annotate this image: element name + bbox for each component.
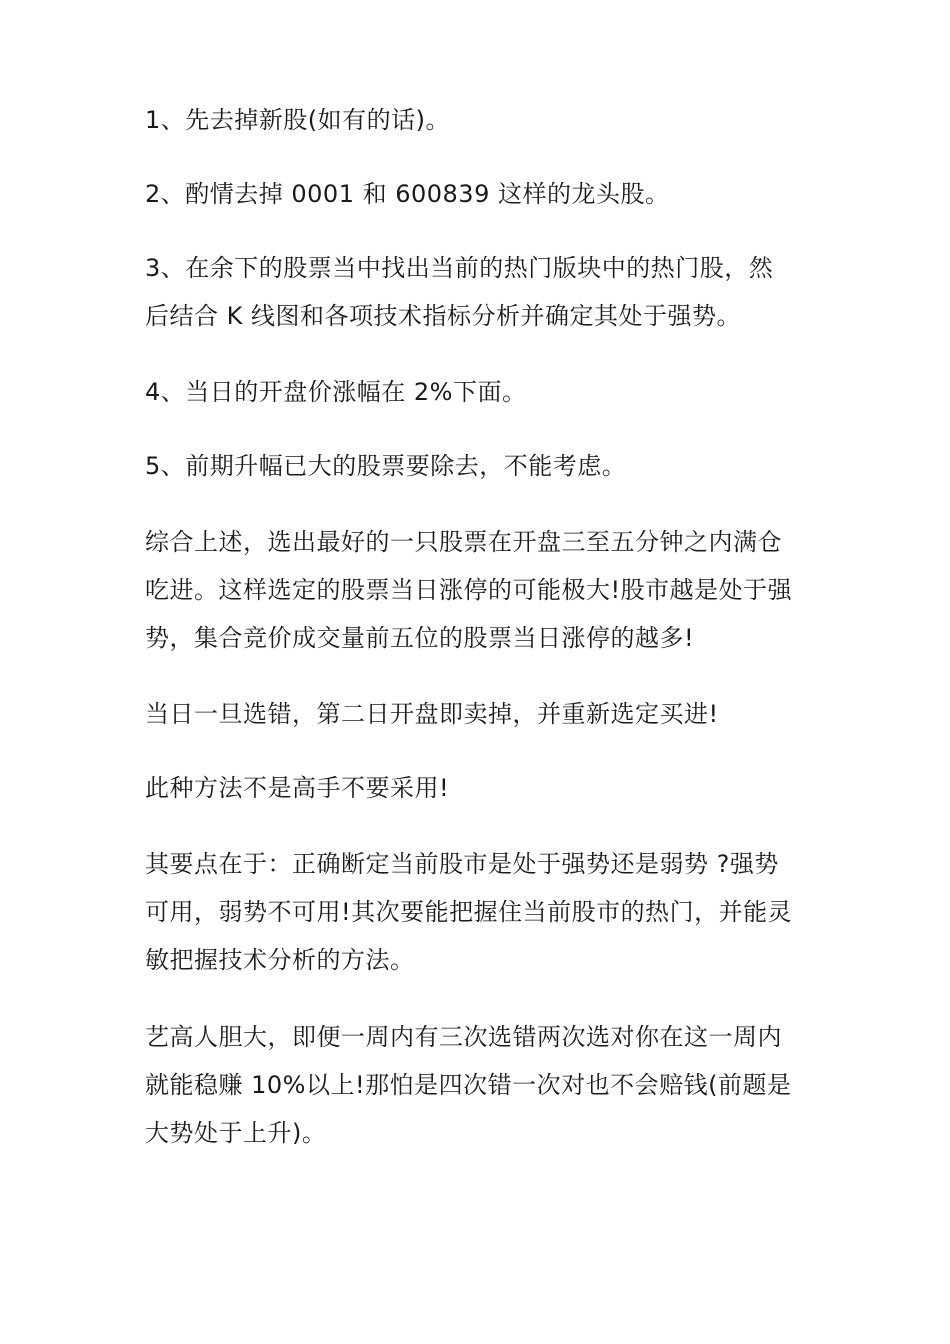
text-line: 综合上述，选出最好的一只股票在开盘三至五分钟之内满仓 (145, 528, 782, 556)
paragraph-conclusion (145, 1013, 825, 1157)
text-line: 艺高人胆大，即便一周内有三次选错两次选对你在这一周内 (145, 1023, 782, 1051)
paragraph-step-2 (145, 170, 825, 218)
text-line: 敏把握技术分析的方法。 (145, 946, 415, 974)
text-line: 3、在余下的股票当中找出当前的热门版块中的热门股，然 (145, 254, 774, 282)
text-line: 可用，弱势不可用!其次要能把握住当前股市的热门，并能灵 (145, 898, 793, 926)
paragraph-key-points (145, 840, 825, 984)
paragraph-summary (145, 518, 825, 662)
paragraph-wrong-pick (145, 690, 825, 738)
paragraph-step-4 (145, 368, 825, 416)
text-line: 此种方法不是高手不要采用! (145, 774, 450, 802)
text-line: 5、前期升幅已大的股票要除去，不能考虑。 (145, 452, 627, 480)
text-line: 1、先去掉新股(如有的话)。 (145, 106, 450, 134)
paragraph-warning (145, 764, 825, 812)
paragraph-step-1 (145, 96, 825, 144)
text-line: 吃进。这样选定的股票当日涨停的可能极大!股市越是处于强 (145, 576, 793, 604)
text-line: 其要点在于：正确断定当前股市是处于强势还是弱势 ?强势 (145, 850, 779, 878)
text-line: 后结合 K 线图和各项技术指标分析并确定其处于强势。 (145, 302, 741, 330)
text-line: 当日一旦选错，第二日开盘即卖掉，并重新选定买进! (145, 700, 719, 728)
text-line: 4、当日的开盘价涨幅在 2%下面。 (145, 378, 527, 406)
paragraph-step-5 (145, 442, 825, 490)
text-line: 势，集合竞价成交量前五位的股票当日涨停的越多! (145, 624, 695, 652)
text-line: 2、酌情去掉 0001 和 600839 这样的龙头股。 (145, 180, 670, 208)
text-line: 就能稳赚 10%以上!那怕是四次错一次对也不会赔钱(前题是 (145, 1071, 792, 1099)
text-line: 大势处于上升)。 (145, 1119, 327, 1147)
paragraph-step-3 (145, 244, 825, 340)
